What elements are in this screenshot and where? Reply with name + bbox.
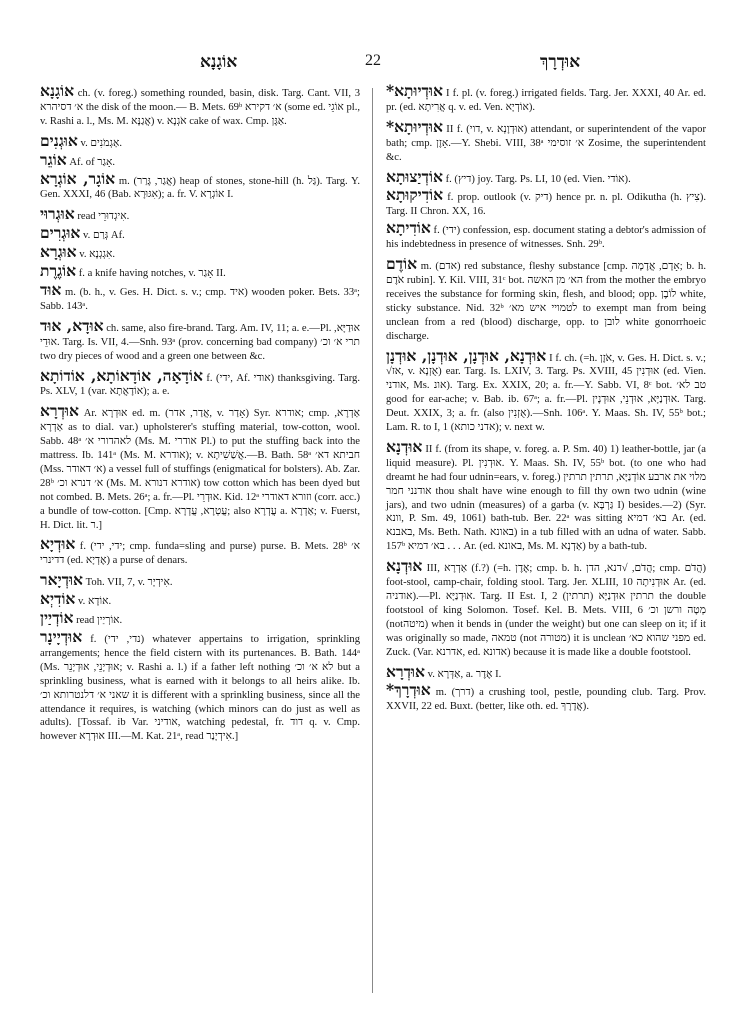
entry-definition: f. prop. outlook (v. דיק) hence pr. n. pl. Odikutha (h. צִיץ). Targ. II Chron. XX, 16. — [386, 192, 706, 218]
entry-definition: Ar. אוּדְרָא ed. m. (אֲדַר, אדר, v. אָדַר) Syr. אודרא; cmp. אַדְרָא, אַדְרָא as to dial. var.) upholsterer's stuffing material, tow-cotton, wool. Sabb. 48ᵃ לאהדורי א׳ (Ms. M. אודרי Pl.) to put the stuffing back into the mattress. Ib. 141ᵃ (Ms. M. אודרא); v. אֲשַׁשִׁיתָא.—B. Bath. 58ᵃ חביתא דא׳ (Mss. א׳ דאודר) a vessel full of stuffings (enigmatical for bolsters). Ab. Zar. 28ᵇ א׳ דנרא וכ׳ (Ms. M. אודרא דנורא) tow cotton which has been dyed but not combed. B. Mets. 26ᵃ; a. fr.—Pl. אוּדְרֵי. Kid. 12ᵃ וזורא דאודרי (corr. acc.) a bundle of tow-cotton. [Cmp. עֲטְרָא, עֲדְרָא; also עֲדְרָא a. אַדְרָא; v. Fuerst, H. Dict. lit. ר.] — [40, 408, 361, 531]
entry-headword: אוּד — [40, 279, 62, 299]
entry-definition: f. (ידי, ידי; cmp. funda=sling and purse) purse. B. Mets. 28ᵇ א׳ דדינרי (ed. אֶדְיָא) a purse of denars. — [40, 541, 360, 567]
entry-headword: אוּדְיָאר — [40, 570, 84, 590]
dictionary-entry — [40, 279, 360, 314]
entry-definition: f. (ידי, Af. אודי) thanksgiving. Targ. Ps. XLV, 1 (var. אוֹדָאֲתָא); a. e. — [40, 372, 360, 398]
entry-headword: *אוּדְרָךְ — [386, 680, 431, 700]
page-header — [70, 48, 700, 76]
dictionary-entry — [40, 168, 360, 203]
dictionary-entry — [40, 365, 360, 400]
entry-definition: I f. pl. (v. foreg.) irrigated fields. Targ. Jer. XXXI, 40 Ar. ed. pr. (ed. אֲרִיתָא q. v. ed. Ven. אוֹדְיָא). — [386, 88, 706, 113]
entry-definition: v. אַגְמֹנִים. — [80, 137, 122, 149]
entry-definition: m. (b. h., v. Ges. H. Dict. s. v.; cmp. איד) wooden poker. Bets. 33ᵃ; Sabb. 143ᵃ. — [40, 286, 360, 312]
entry-definition: II f. (דוי, v. אוּדְוָנְא) attendant, or superintendent of the vapor bath; cmp. אָזֶן.—Y. Shebi. VIII, 38ᵃ א׳ זוסימי Zosime, the superintendent &c. — [386, 123, 707, 163]
entry-headword: אוֹדִיְא — [40, 589, 76, 609]
entry-headword: אוּגְנִים — [40, 130, 78, 150]
dictionary-entry — [40, 401, 361, 532]
dictionary-entry — [386, 218, 706, 252]
entry-headword: *אוּדְיוּתָא — [386, 81, 443, 100]
running-head-right: אוּדְרָךְ — [540, 52, 581, 72]
dictionary-entry — [40, 570, 360, 590]
dictionary-entry — [386, 185, 706, 219]
entry-definition: m. (אדם) red substance, fleshy substance [cmp. אָדָם, אֲדָמָה; b. h. אֹדֶם rubin]. Y. Kil. VIII, 31ᶜ bot. הא׳ מן האשה from the mother the embryo receives the substance for forming skin, flesh, and blood; opp. לוֹבֶן white, sticky substance. Nid. 32ᵇ לטמויי איש מא׳ to exempt man from being unclean from a red (blood) discharge, opp. to לובן white gonorrhoeic discharge. — [386, 261, 706, 342]
entry-headword: אוּדְרָא — [40, 401, 79, 421]
dictionary-entry — [386, 556, 707, 659]
entry-headword: אוּדְיָינָר — [40, 627, 83, 646]
entry-headword: אוֹדִיקוּתָא — [386, 185, 444, 205]
entry-headword: אוֹגֵר — [40, 149, 67, 169]
dictionary-entry — [40, 608, 360, 628]
entry-definition: f. (דיץ) joy. Targ. Ps. LI, 10 (ed. Vien. אוֹדי). — [445, 173, 631, 185]
dictionary-entry — [40, 589, 360, 609]
column-divider — [372, 88, 373, 993]
dictionary-entry — [386, 81, 706, 115]
entry-headword: אוֹדֶם — [386, 254, 418, 274]
entry-definition: v. אוֹדָא. — [78, 596, 112, 608]
dictionary-entry — [386, 116, 707, 165]
dictionary-entry — [40, 81, 360, 129]
dictionary-entry — [40, 261, 360, 281]
entry-definition: Toh. VII, 7, v. אִידְיָר. — [85, 577, 173, 589]
entry-definition: II f. (from its shape, v. foreg. a. P. Sm. 40) 1) leather-bottle, jar (a liquid measure). Pl. אוּדְנִין. Y. Maas. Sh. IV, 55ᵇ bot. (to one who had dreamt he had four udnin=ears, v. foreg.) מלוי את ארבע אוֹדְנַיָּא, תרתין תרתין אודנני חמר thou shalt have wine enough to fill thy own two udnin (wine jars), and two udnin (measures) of a garba (v. גַּרְבָּא I) besides.—2) (Syr. וונא, P. Sm. 49, 1061) bath-tub. Ber. 22ᵃ was sitting בא׳ דמיא Ar. (ed. באבנא, Ms. Beth. Nath. באונא) in a tub filled with an udna of water. Sabb. 157ᵇ בא׳ דמיא . . . Ar. (ed. באונא, Ms. M. אַדְנָא) by a bath-tub. — [386, 443, 707, 553]
entry-headword: אוֹדָאָה, אוֹדָאוֹתָא, אוֹדוֹתָא — [40, 365, 203, 385]
entry-definition: ch. same, also fire-brand. Targ. Am. IV, 11; a. e.—Pl. אוּדַיָּא, אוּדֵי. Targ. Is. VII, 4.—Snh. 93ᵃ (prov. concerning bad company) תרי א׳ וכ׳ two dry pieces of wood and a green one between &c. — [40, 322, 360, 362]
entry-definition: III, אַדְרָא (f.?) (=h. אֶדֶן; cmp. b. h. הֲדֹם, √דנא, הדן; cmp. הֲדֹם) foot-stool, camp-chair, folding stool. Targ. Jer. XLIII, 10 אוּדְנִיתָה Ar. (ed. אודניה).—Pl. אוּדְנַיָּא. Targ. II Est. I, 2 (תרתין) תרתין אוּדְנַיָּא the double footstool of king Solomon. Tosef. Kel. B. Mets. VIII, 6 מְטָה ורשן וכ׳ (notמיטה) when it bends in (under the weight) but one can sleep on it; if it was originally so made, טמאה (not מטורה) it is unclean מפני שהוא כא׳ ed. Zuck. (Var. אדרנא, ed. אדונא) because it is made like a double footstool. — [386, 563, 707, 658]
page-number: 22 — [365, 52, 381, 69]
entry-headword: אוֹדִיתָא — [386, 218, 431, 238]
dictionary-entry — [40, 242, 360, 262]
entry-definition: f. a knife having notches, v. אָגַר II. — [78, 268, 226, 280]
dictionary-entry — [40, 315, 360, 364]
entry-headword: אוֹדְיַין — [40, 608, 74, 628]
dictionary-entry — [40, 204, 360, 224]
entry-definition: v. אִגְגְנָא. — [79, 249, 115, 261]
entry-headword: אוּדְרָא — [386, 661, 425, 681]
entry-definition: f. (ידי) confession, esp. document stating a debtor's admission of his indebtedness in presence of witnesses. Snh. 29ᵇ. — [386, 225, 706, 251]
entry-definition: read אוֹרְיַין. — [76, 615, 123, 627]
entry-headword: אוֹגָנָא — [40, 81, 75, 100]
entry-headword: *אוּדְיוּתָא — [386, 116, 443, 136]
dictionary-entry — [386, 166, 706, 187]
dictionary-entry — [40, 627, 360, 744]
entry-definition: m. (אֲגַר, גָּרַר) heap of stones, stone-hill (h. גַּל). Targ. Y. Gen. XXXI, 46 (Bab. אִגּוּרָא); a. fr. V. אוֹגְרָא I. — [40, 175, 360, 201]
entry-headword: אוּגְרָא — [40, 242, 77, 262]
entry-definition: v. אַדְּרָא, a. אֶדֶר I. — [427, 668, 502, 680]
entry-headword: אוֹגָר, אוֹגְרָא — [40, 168, 116, 188]
dictionary-entry — [386, 345, 707, 435]
dictionary-entry — [386, 680, 706, 714]
dictionary-entry — [40, 534, 360, 568]
entry-definition: I f. ch. (=h. אֹזֶן, v. Ges. H. Dict. s. v.; √אז, v. אֻזְנָא) ear. Targ. Is. LXIV, 3. Targ. Ps. XVIII, 45 אוּדְנִין (ed. Vien. אודני, Ms. אונ). Targ. Ex. XXIX, 20; a. fr.—Y. Sabb. VI, 8ᶜ bot. טב לא׳ good for ear-ache; v. Bab. ib. 67ᵃ; a. fr.—Pl. אוּדְנַיָּא, אוּדְנֵי, אוּדְנָין. Targ. Deut. XXIX, 3; a. fr. (also אֻזְנִין).—Snh. 106ᵃ. Y. Maas. Sh. IV, 55ᵇ bot.; Lam. R. to I, 1 (אדני כותא); v. next w. — [386, 352, 707, 434]
right-column — [386, 81, 707, 716]
entry-definition: f. (נדי, ידי) whatever appertains to irrigation, sprinkling arrangements; hence the field cistern with its purtenances. B. Bath. 144ᵃ (Ms. אוּדְיָנֵי, אוּדְיָנֵר; v. Rashi a. l.) if a father left nothing לא א׳ וכ׳ but a sprinkling business, what is earned with it belongs to all heirs alike. Ib. שאני א׳ דלנטרותא וכ׳ it is different with a sprinkling business, since all the attendance it requires, is watching (which minors can do just as well as adults). [Tossaf. ib Var. אודיני, watching pedestal, fr. דוד q. v. Cmp. however אוּדְרָא III.—M. Kat. 21ᵃ, read אִידְיָנַר.] — [40, 634, 360, 743]
left-column — [40, 81, 361, 746]
entry-definition: m. (דרך) a crushing tool, pestle, pounding club. Targ. Prov. XXVII, 22 ed. Buxt. (better, like oth. ed. אֲדָרָךְ). — [386, 687, 706, 713]
entry-definition: ch. (v. foreg.) something rounded, basin, disk. Targ. Cant. VII, 3 א׳ דסיהרא the disk of the moon.— B. Mets. 69ᵇ א׳ דקירא (some ed. אוֹגֵי pl., v. Rashi a. l., Ms. M. אֲגַנָּא) v. אֹגְנָא cake of wax. Cmp. אַגָּן. — [40, 88, 360, 127]
dictionary-entry — [386, 661, 706, 682]
entry-headword: אוּדְנָא — [386, 436, 423, 456]
dictionary-entry — [40, 130, 360, 151]
dictionary-entry — [386, 436, 707, 554]
entry-headword: אוּדְנָא, אוּדְנָן, אוּדְנָן, אוּדְנָן — [386, 345, 547, 365]
running-head-left: אוֹגָנָא — [200, 52, 238, 72]
entry-headword: אוּדְיָא — [40, 534, 76, 554]
entry-headword: אוּגְרִים — [40, 223, 81, 243]
dictionary-entry — [40, 223, 360, 243]
dictionary-entry — [386, 254, 706, 343]
entry-definition: read אִיגְדוּרֵי. — [77, 211, 130, 223]
entry-headword: אוּדְנָא — [386, 556, 423, 576]
dictionary-entry — [40, 149, 360, 170]
entry-headword: אוּגְרוּי — [40, 204, 75, 224]
entry-headword: אוֹגֶרֶת — [40, 261, 77, 281]
entry-definition: Af. of אָגַר. — [69, 156, 115, 168]
entry-headword: אוּדָא, אוּד — [40, 315, 104, 335]
entry-definition: v. גְּרַם Af. — [83, 230, 125, 242]
entry-headword: אוֹדְיַצוּתָא — [386, 166, 443, 186]
